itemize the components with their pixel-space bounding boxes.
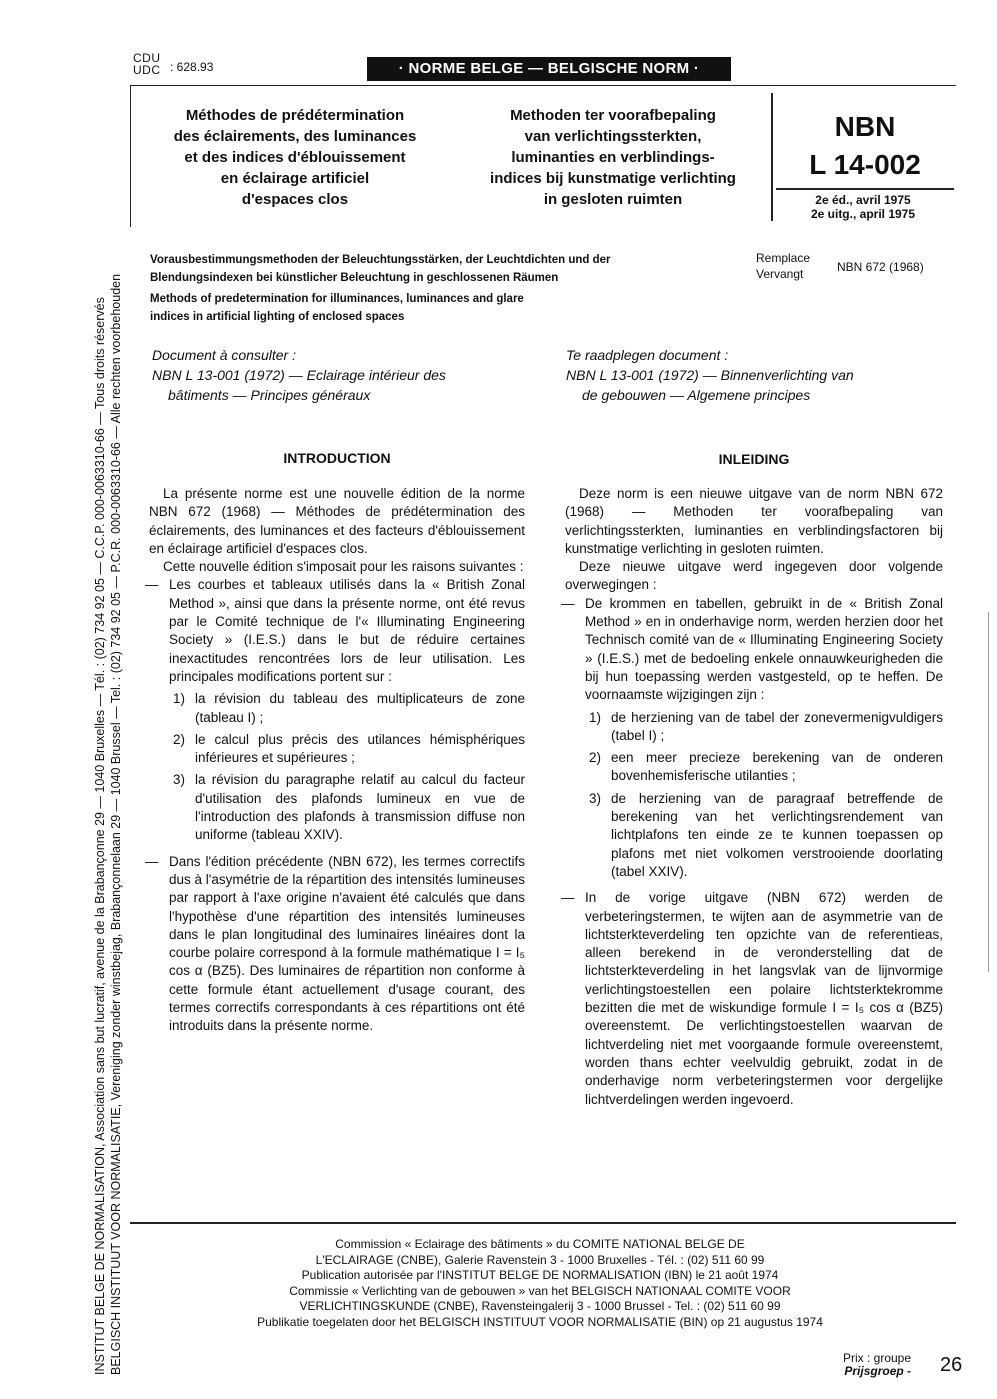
paragraph: La présente norme est une nouvelle édition de la norme NBN 672 (1968) — Méthodes de prédétermination des éclairements, des luminances et des facteurs d'éblouissement en éclairage artificiel d'espaces clos. bbox=[149, 486, 525, 556]
doc-heading-nl: Te raadplegen document : bbox=[566, 347, 729, 363]
numbered-item bbox=[169, 771, 525, 844]
bullet-item bbox=[145, 853, 526, 1036]
numbered-text: la révision du tableau des multiplicateurs de zone (tableau I) ; bbox=[195, 691, 525, 725]
title-nl-line: van verlichtingssterkten, bbox=[524, 128, 702, 145]
numbered-item bbox=[585, 709, 943, 746]
subtitle-en-line: Methods of predetermination for illuminances, luminances and glare bbox=[150, 293, 524, 305]
footer-line: Publikatie toegelaten door het BELGISCH INSTITUUT VOOR NORMALISATIE (BIN) op 21 augustus 1974 bbox=[257, 1314, 823, 1329]
title-divider bbox=[771, 93, 773, 221]
numbered-item bbox=[169, 690, 525, 727]
numbered-item bbox=[585, 749, 943, 786]
numbered-item bbox=[585, 790, 943, 881]
title-nl-line: indices bij kunstmatige verlichting bbox=[490, 170, 736, 187]
replaces-label-fr: Remplace bbox=[756, 251, 811, 265]
number-marker: 3) bbox=[173, 772, 186, 788]
bullet-text: Les courbes et tableaux utilisés dans la « British Zonal Method », ainsi que dans la présente norme, ont été revus par le Comité technique de l'« Illuminating Engineering Society » (I.E.S.) dans le but de réduire certaines inexactitudes rencontrées lors de leur utilisation. Les principales modifications portent sur : bbox=[169, 577, 525, 684]
column-french bbox=[145, 485, 526, 1036]
footer-line: Commission « Eclairage des bâtiments » du COMITE NATIONAL BELGE DE bbox=[335, 1237, 745, 1251]
subtitle-german bbox=[150, 251, 730, 287]
paragraph: Deze norm is een nieuwe uitgave van de norm NBN 672 (1968) — Methoden ter voorafbepaling van verlichtingssterkten, luminanties en verblindingsfactoren bij kunstmatige verlichting in gesloten ruimten. bbox=[565, 486, 943, 556]
bullet-text: De krommen en tabellen, gebruikt in de « British Zonal Method » en in onderhavige norm, werden herzien door het Technisch comité van de « Illuminating Engineering Society » (I.E.S.) met de bedoeling enkele onnauwkeurigheden die bij hun toepassing werden vastgesteld, op te heffen. De voornaamste wijzigingen zijn : bbox=[585, 595, 943, 703]
paragraph: Cette nouvelle édition s'imposait pour les raisons suivantes : bbox=[163, 559, 524, 575]
footer-rule bbox=[130, 1222, 956, 1224]
heading-inleiding: INLEIDING bbox=[718, 451, 790, 467]
doc-line-fr: NBN L 13-001 (1972) — Eclairage intérieur des bbox=[152, 367, 446, 383]
dash-marker: — bbox=[145, 853, 159, 869]
price-label-fr: Prix : groupe bbox=[843, 1351, 912, 1365]
dash-marker: — bbox=[145, 577, 159, 593]
norm-rule bbox=[776, 188, 954, 190]
numbered-item bbox=[169, 731, 525, 768]
paragraph: Deze nieuwe uitgave werd ingegeven door volgende overwegingen : bbox=[565, 559, 943, 593]
bullet-text: Dans l'édition précédente (NBN 672), les termes correctifs dus à l'asymétrie de la répartition des intensités lumineuses par rapport à l'axe origine n'avaient été calculés que dans l'hypothèse d'une répartition des intensités lumineuses dans le plan longitudinal des luminaires linéaires dont la courbe polaire correspond à la formule mathématique I = I₅ cos α (BZ5). Des luminaires de répartition non conforme à cette formule étant actuellement d'usage courant, des termes correctifs correspondants à ces répartitions ont été introduits dans la présente norme. bbox=[169, 853, 526, 1034]
udc-label: UDC bbox=[133, 63, 161, 77]
bullet-text: In de vorige uitgave (NBN 672) werden de verbeteringstermen, te wijten aan de asymmetrie van de lichtsterkteverdeling ten opzichte van de referentieas, alleen berekend in de veronderstelling dat de lichtsterkteverdeling in het langsvlak van de lijnvormige verlichtingstoestellen een polaire lichtsterktekromme bezitten die met de wiskundige formule I = I₅ cos α (BZ5) overeenstemt. De verlichtingstoestellen waarvan de lichtverdeling niet met voorgaande formule overeenstemt, worden thans echter veelvuldig gebruikt, zodat in de onderhavige norm verbeteringstermen voor dergelijke lichtverdelingen werden ingevoerd. bbox=[585, 890, 943, 1107]
title-nl-line: Methoden ter voorafbepaling bbox=[510, 107, 716, 124]
cdu-udc-label bbox=[133, 52, 161, 76]
footer-line: L'ECLAIRAGE (CNBE), Galerie Ravenstein 3 - 1000 Bruxelles - Tél. : (02) 511 60 99 bbox=[315, 1252, 765, 1267]
price-label-nl: Prijsgroep - bbox=[844, 1364, 912, 1378]
replaces-value: NBN 672 (1968) bbox=[837, 260, 924, 274]
subtitle-en-line: indices in artificial lighting of enclosed spaces bbox=[150, 311, 405, 323]
title-fr-line: des éclairements, des luminances bbox=[173, 128, 417, 145]
sidebar-line-fr: INSTITUT BELGE DE NORMALISATION, Association sans but lucratif, avenue de la Brabançonne 29 — 1040 Bruxelles — Tél. : (02) 734 92 05 — C.C.P. 000-0063310-66 — Tous droits réservés bbox=[93, 297, 107, 1375]
norm-number bbox=[780, 108, 950, 184]
number-marker: 3) bbox=[589, 790, 602, 806]
bullet-item bbox=[561, 889, 943, 1109]
subtitle-de-line: Vorausbestimmungsmethoden der Beleuchtungsstärken, der Leuchtdichten und der bbox=[150, 254, 611, 266]
replaces-labels bbox=[756, 250, 810, 282]
cdu-value: : 628.93 bbox=[170, 60, 214, 74]
column-dutch bbox=[561, 485, 943, 1109]
document-reference-fr bbox=[152, 345, 528, 405]
subtitle-de-line: Blendungsindexen bei künstlicher Beleuchtung in geschlossenen Räumen bbox=[150, 272, 559, 284]
cdu-label: CDU bbox=[133, 51, 161, 65]
norm-number-line1: NBN bbox=[834, 111, 896, 142]
edition bbox=[778, 193, 948, 221]
dash-marker: — bbox=[561, 595, 575, 611]
edition-nl: 2e uitg., april 1975 bbox=[810, 207, 916, 221]
title-nl-line: in gesloten ruimten bbox=[543, 191, 683, 208]
sidebar-copyright bbox=[92, 75, 124, 1375]
numbered-text: een meer precieze berekening van de onderen bovenhemisferische utilanties ; bbox=[611, 750, 943, 784]
footer-line: Commissie « Verlichting van de gebouwen » van het BELGISCH NATIONAAL COMITE VOOR bbox=[289, 1283, 791, 1298]
title-fr-line: et des indices d'éblouissement bbox=[184, 149, 406, 166]
doc-line-nl: NBN L 13-001 (1972) — Binnenverlichting van bbox=[566, 367, 854, 383]
doc-heading-fr: Document à consulter : bbox=[152, 347, 296, 363]
footer-line: VERLICHTINGSKUNDE (CNBE), Ravensteingalerij 3 - 1000 Brussel - Tel. : (02) 511 60 99 bbox=[299, 1299, 781, 1313]
number-marker: 1) bbox=[173, 691, 186, 707]
title-dutch bbox=[468, 105, 758, 210]
bullet-item bbox=[561, 595, 943, 881]
dash-marker: — bbox=[561, 890, 575, 906]
subtitle-english bbox=[150, 290, 730, 326]
norm-number-line2: L 14-002 bbox=[809, 149, 921, 180]
title-nl-line: luminanties en verblindings- bbox=[511, 149, 715, 166]
numbered-text: le calcul plus précis des utilances hémisphériques inférieures et supérieures ; bbox=[195, 731, 525, 766]
page-edge-mark bbox=[988, 612, 989, 972]
numbered-text: la révision du paragraphe relatif au calcul du facteur d'utilisation des plafonds lumineux en vue de l'introduction des plafonds à transmission diffuse non uniforme (tableau XXIV). bbox=[195, 772, 525, 843]
title-fr-line: Méthodes de prédétermination bbox=[185, 107, 405, 124]
title-fr-line: en éclairage artificiel bbox=[220, 170, 370, 187]
doc-line-nl: de gebouwen — Algemene principes bbox=[582, 387, 811, 403]
norm-banner: · NORME BELGE — BELGISCHE NORM · bbox=[367, 57, 731, 81]
document-reference-nl bbox=[566, 345, 944, 405]
number-marker: 2) bbox=[589, 750, 602, 766]
numbered-text: de herziening van de tabel der zonevermenigvuldigers (tabel I) ; bbox=[611, 709, 943, 743]
numbered-text: de herziening van de paragraaf betreffende de berekening van het verlichtingsrendement van lichtplafons ten einde ze te kunnen toepassen op plafons met niet volkomen verstrooiende doorlating (tabel XXIV). bbox=[611, 790, 943, 879]
title-fr-line: d'espaces clos bbox=[241, 191, 349, 208]
sidebar-line-nl: BELGISCH INSTITUUT VOOR NORMALISATIE, Vereniging zonder winstbejag, Brabançonnelaan 29 — 1040 Brussel — Tel. : (02) 734 92 05 — P.C.R. 000-0063310-66 — Alle rechten voorbehouden bbox=[109, 273, 123, 1375]
doc-line-fr: bâtiments — Principes généraux bbox=[168, 387, 371, 403]
footer-line: Publication autorisée par l'INSTITUT BELGE DE NORMALISATION (IBN) le 21 août 1974 bbox=[301, 1268, 779, 1282]
price-group bbox=[843, 1352, 911, 1378]
replaces-label-nl: Vervangt bbox=[756, 267, 804, 281]
heading-introduction: INTRODUCTION bbox=[283, 450, 391, 466]
edition-fr: 2e éd., avril 1975 bbox=[815, 193, 911, 207]
number-marker: 2) bbox=[173, 731, 186, 747]
price-group-number: 26 bbox=[940, 1354, 963, 1376]
bullet-item bbox=[145, 576, 525, 844]
number-marker: 1) bbox=[589, 709, 602, 725]
title-french bbox=[145, 105, 445, 210]
footer-credits bbox=[160, 1237, 920, 1330]
